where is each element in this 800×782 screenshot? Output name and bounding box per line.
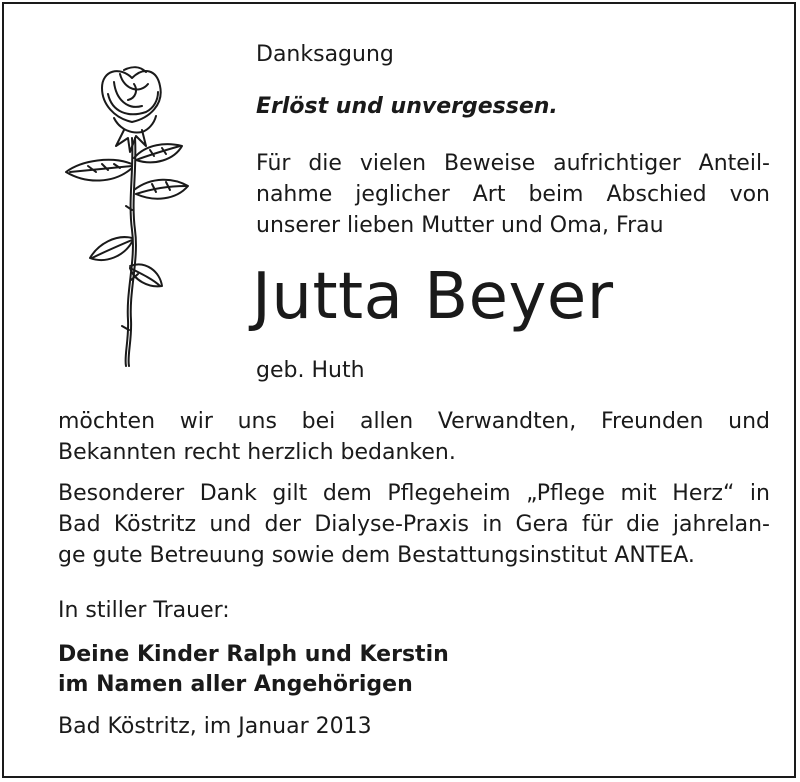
obituary-notice: [2, 2, 796, 778]
intro-line: unserer lieben Mutter und Oma, Frau: [256, 213, 664, 238]
thanks-line: möchten wir uns bei allen Verwandten, Freunden und: [58, 409, 770, 434]
maiden-name: geb. Huth: [256, 358, 365, 383]
deceased-name: Jutta Beyer: [252, 260, 614, 334]
intro-line: nahme jeglicher Art beim Abschied von: [256, 182, 770, 207]
signer-line: Deine Kinder Ralph und Kerstin: [58, 642, 449, 667]
intro-paragraph: [256, 148, 770, 241]
special-thanks-line: Bad Köstritz und der Dialyse-Praxis in Gera für die jahrelan-: [58, 512, 770, 537]
place-date: Bad Köstritz, im Januar 2013: [58, 714, 372, 739]
notice-header: Danksagung: [256, 42, 394, 67]
signer-line: im Namen aller Angehörigen: [58, 672, 413, 697]
notice-subtitle: Erlöst und unvergessen.: [256, 94, 558, 119]
intro-line: Für die vielen Beweise aufrichtiger Anteil-: [256, 151, 770, 176]
rose-icon: [62, 60, 192, 372]
signers: [58, 640, 449, 700]
special-thanks-paragraph: [58, 478, 770, 571]
mourning-label: In stiller Trauer:: [58, 598, 230, 623]
special-thanks-line: ge gute Betreuung sowie dem Bestattungsinstitut ANTEA.: [58, 543, 695, 568]
special-thanks-line: Besonderer Dank gilt dem Pflegeheim „Pflege mit Herz“ in: [58, 481, 770, 506]
thanks-line: Bekannten recht herzlich bedanken.: [58, 440, 456, 465]
thanks-paragraph: [58, 406, 770, 468]
